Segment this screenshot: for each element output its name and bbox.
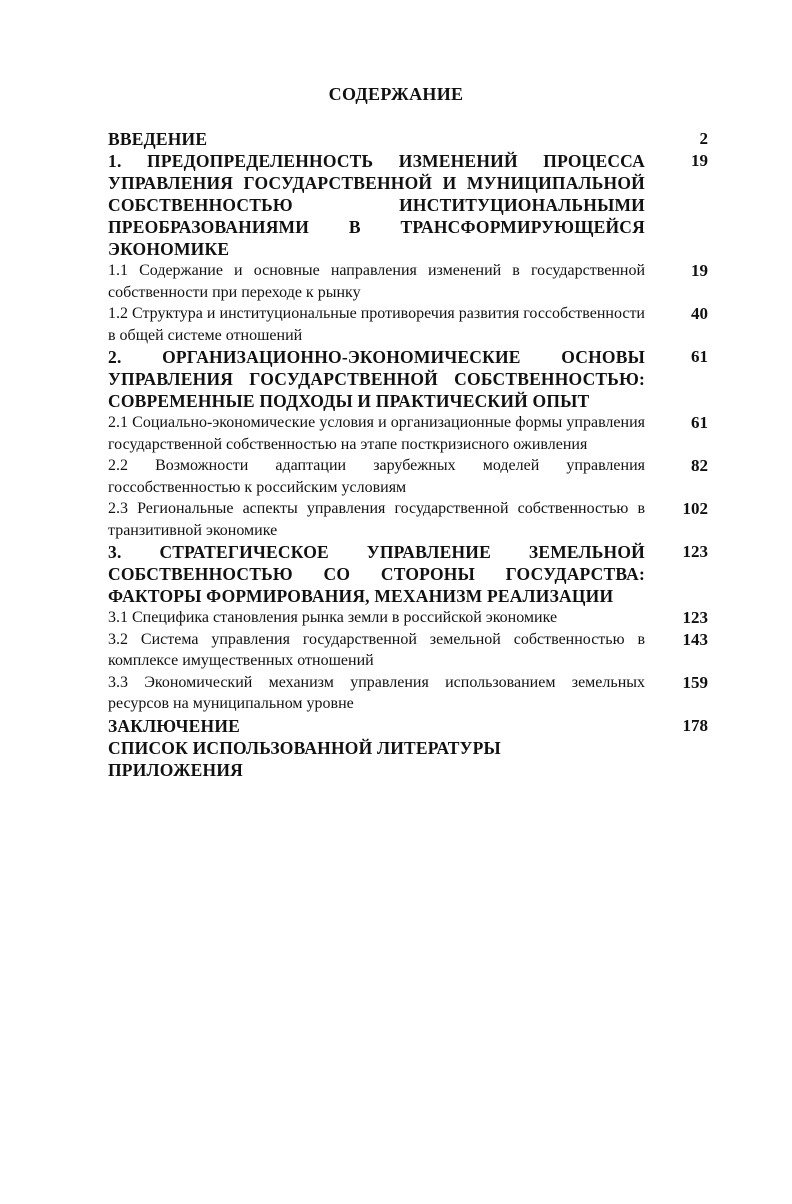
toc-page-number: 123: [682, 542, 708, 561]
toc-page-number: 61: [691, 347, 708, 366]
toc-page-number: 61: [691, 413, 708, 432]
toc-entry-text: ЗАКЛЮЧЕНИЕ: [108, 715, 241, 736]
toc-entry-chapter-1: [108, 150, 708, 260]
toc-entry-section-3-1: [108, 607, 708, 629]
toc-entry-text: 1.2 Структура и институциональные противоречия развития госсобственности в общей системе отношений: [108, 305, 645, 344]
toc-entry-section-3-3: [108, 672, 708, 715]
toc-page-number: 159: [682, 672, 708, 692]
toc-entry-text: 2.2 Возможности адаптации зарубежных моделей управления госсобственностью к российским условиям: [108, 457, 645, 496]
toc-entry-chapter-3: [108, 541, 708, 607]
toc-entry-text: СПИСОК ИСПОЛЬЗОВАННОЙ ЛИТЕРАТУРЫ: [108, 737, 501, 758]
toc-page-number: 2: [699, 129, 708, 148]
toc-entry-text: 3.2 Система управления государственной земельной собственностью в комплексе имущественных отношений: [108, 630, 645, 669]
toc-entry-section-1-2: [108, 303, 708, 346]
page-title: СОДЕРЖАНИЕ: [328, 84, 464, 104]
toc-entry-section-3-2: [108, 629, 708, 672]
toc-entry-text: 3.1 Специфика становления рынка земли в российской экономике: [108, 609, 558, 626]
toc-entry-section-2-3: [108, 498, 708, 541]
table-of-contents: [108, 128, 708, 781]
toc-entry-text: 2. ОРГАНИЗАЦИОННО-ЭКОНОМИЧЕСКИЕ ОСНОВЫ УПРАВЛЕНИЯ ГОСУДАРСТВЕННОЙ СОБСТВЕННОСТЬЮ: СОВРЕМЕННЫЕ ПОДХОДЫ И ПРАКТИЧЕСКИЙ ОПЫТ: [108, 347, 645, 411]
toc-entry-bibliography: [108, 737, 708, 759]
toc-page-number: 123: [682, 608, 708, 627]
toc-page-number: 178: [682, 715, 708, 735]
toc-entry-chapter-2: [108, 346, 708, 412]
toc-entry-text: 1.1 Содержание и основные направления изменений в государственной собственности при переходе к рынку: [108, 262, 645, 301]
toc-entry-text: 1. ПРЕДОПРЕДЕЛЕННОСТЬ ИЗМЕНЕНИЙ ПРОЦЕССА УПРАВЛЕНИЯ ГОСУДАРСТВЕННОЙ И МУНИЦИПАЛЬНОЙ СОБСТВЕННОСТЬЮ ИНСТИТУЦИОНАЛЬНЫМИ ПРЕОБРАЗОВАНИЯМИ В ТРАНСФОРМИРУЮЩЕЙСЯ ЭКОНОМИКЕ: [108, 151, 645, 259]
toc-entry-text: 3.3 Экономический механизм управления использованием земельных ресурсов на муниципальном уровне: [108, 673, 645, 712]
toc-page-number: 82: [691, 456, 708, 475]
toc-entry-appendices: [108, 759, 708, 781]
toc-entry-conclusion: [108, 715, 708, 737]
toc-entry-section-1-1: [108, 260, 708, 303]
toc-page-number: 40: [691, 304, 708, 323]
toc-entry-introduction: [108, 128, 708, 150]
toc-entry-text: ВВЕДЕНИЕ: [108, 129, 208, 149]
toc-page-number: 102: [682, 499, 708, 518]
toc-page-number: 19: [691, 151, 708, 170]
toc-entry-text: 2.1 Социально-экономические условия и организационные формы управления государственной собственностью на этапе посткризисного оживления: [108, 414, 645, 453]
toc-entry-text: 2.3 Региональные аспекты управления государственной собственностью в транзитивной экономике: [108, 500, 645, 539]
toc-entry-section-2-1: [108, 412, 708, 455]
toc-entry-text: 3. СТРАТЕГИЧЕСКОЕ УПРАВЛЕНИЕ ЗЕМЕЛЬНОЙ СОБСТВЕННОСТЬЮ СО СТОРОНЫ ГОСУДАРСТВА: ФАКТОРЫ ФОРМИРОВАНИЯ, МЕХАНИЗМ РЕАЛИЗАЦИИ: [108, 542, 645, 606]
toc-page-number: 19: [691, 261, 708, 280]
toc-page-number: 143: [682, 629, 708, 649]
toc-entry-section-2-2: [108, 455, 708, 498]
toc-entry-text: ПРИЛОЖЕНИЯ: [108, 759, 243, 780]
